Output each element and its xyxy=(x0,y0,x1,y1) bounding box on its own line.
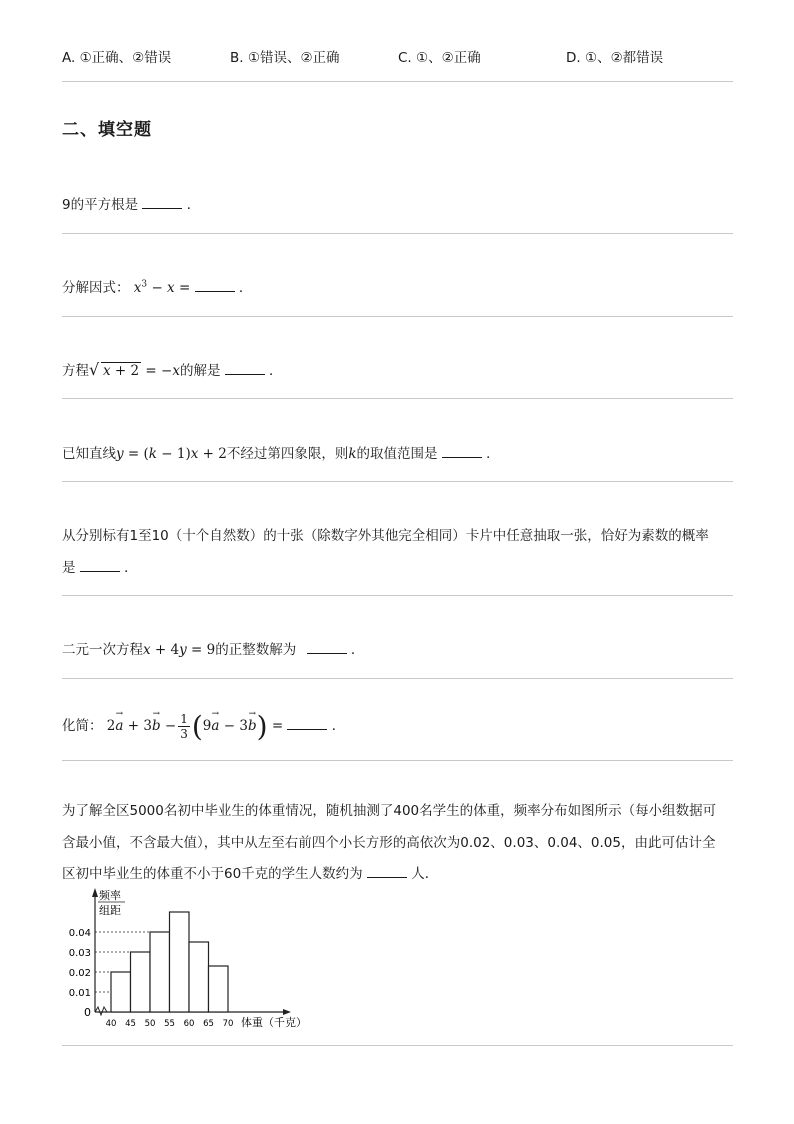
histogram-bar xyxy=(170,912,190,1012)
question-1 xyxy=(62,193,200,213)
y-axis-arrow xyxy=(92,888,98,897)
question-6-prefix: 二元一次方程 xyxy=(62,642,143,658)
question-4-end: ． xyxy=(486,446,500,462)
divider xyxy=(62,398,733,399)
divider xyxy=(62,233,733,234)
divider xyxy=(62,481,733,482)
x-tick-label: 50 xyxy=(144,1019,156,1029)
histogram-bar xyxy=(189,942,209,1012)
x-tick-label: 40 xyxy=(105,1019,117,1029)
y-axis-label-top: 频率 xyxy=(99,889,121,902)
question-8-text: 区初中毕业生的体重不小于60千克的学生人数约为 xyxy=(62,866,363,882)
question-4 xyxy=(62,442,500,462)
histogram-bar xyxy=(150,932,170,1012)
histogram-chart xyxy=(55,885,315,1035)
x-axis-label: 体重（千克） xyxy=(241,1016,307,1029)
question-6-mid: 的正整数解为 xyxy=(215,642,297,658)
x-tick-label: 45 xyxy=(125,1019,136,1029)
section-title: 二、填空题 xyxy=(62,120,152,140)
question-1-text: 9的平方根是 xyxy=(62,197,139,213)
answer-blank xyxy=(367,877,407,878)
chart-layer xyxy=(69,888,307,1029)
formula: $x^3 - x$ = xyxy=(133,279,191,296)
question-3-end: ． xyxy=(269,363,283,379)
divider xyxy=(62,1045,733,1046)
question-4-mid: 不经过第四象限，则 xyxy=(226,446,349,462)
x-axis-arrow xyxy=(283,1009,291,1015)
question-3-prefix: 方程 xyxy=(62,363,89,379)
question-8-unit: 人． xyxy=(411,866,439,882)
question-8-line-1: 为了解全区5000名初中毕业生的体重情况，随机抽测了400名学生的体重，频率分布如图所示（每小组数据可 xyxy=(62,803,717,819)
y-tick-label: 0.04 xyxy=(68,928,91,939)
x-tick-label: 60 xyxy=(183,1019,195,1029)
y-tick-label: 0 xyxy=(84,1006,91,1019)
question-7 xyxy=(62,710,345,743)
answer-blank xyxy=(80,571,120,572)
question-6-end: ． xyxy=(350,642,365,658)
divider xyxy=(62,81,733,82)
question-5-end: ． xyxy=(124,560,138,576)
question-6 xyxy=(62,638,364,658)
variable: k xyxy=(348,446,357,462)
axis-break xyxy=(95,1007,107,1015)
question-4-prefix: 已知直线 xyxy=(62,446,116,462)
answer-blank xyxy=(225,374,265,375)
y-axis-label-bottom: 组距 xyxy=(99,904,121,917)
divider xyxy=(62,678,733,679)
question-2 xyxy=(62,276,252,296)
x-tick-label: 55 xyxy=(164,1019,175,1029)
question-1-end: ． xyxy=(186,197,201,213)
divider xyxy=(62,760,733,761)
y-tick-label: 0.01 xyxy=(68,988,91,999)
question-2-end: ． xyxy=(238,280,253,296)
histogram-bar xyxy=(131,952,151,1012)
formula: √ x + 2 = −x xyxy=(89,360,180,379)
question-7-prefix: 化简： xyxy=(62,718,103,734)
formula: y = (k − 1)x + 2 xyxy=(116,446,227,462)
option-d: D. ①、②都错误 xyxy=(566,50,664,66)
question-5-line-1: 从分别标有1至10（十个自然数）的十张（除数字外其他完全相同）卡片中任意抽取一张，恰好为素数的概率 xyxy=(62,528,709,544)
answer-blank xyxy=(142,208,182,209)
question-4-suffix: 的取值范围是 xyxy=(356,446,438,462)
option-b: B. ①错误、②正确 xyxy=(230,50,340,66)
question-3-mid: 的解是 xyxy=(179,363,221,379)
question-2-prefix: 分解因式： xyxy=(62,280,130,296)
answer-blank xyxy=(442,457,482,458)
question-7-end: ． xyxy=(331,718,346,734)
question-3 xyxy=(62,359,283,379)
y-tick-label: 0.02 xyxy=(68,968,91,979)
answer-blank xyxy=(287,729,327,730)
histogram-bar xyxy=(209,966,229,1012)
question-5-line-2 xyxy=(62,556,138,576)
question-5-text: 是 xyxy=(62,560,76,576)
x-tick-label: 65 xyxy=(203,1019,214,1029)
formula: x + 4y = 9 xyxy=(143,642,216,658)
question-8-line-2: 含最小值，不含最大值），其中从左至右前四个小长方形的高依次为0.02、0.03、0.04、0.05，由此可估计全 xyxy=(62,834,716,851)
histogram-bar xyxy=(111,972,131,1012)
formula: 2a → + 3b → − $\frac{1}{3}$ (9a → − 3b → ) = xyxy=(106,709,284,743)
y-tick-label: 0.03 xyxy=(68,948,91,959)
question-8 xyxy=(62,796,734,891)
answer-blank xyxy=(195,291,235,292)
answer-blank xyxy=(307,653,347,654)
divider xyxy=(62,595,733,596)
option-c: C. ①、②正确 xyxy=(398,50,481,66)
option-a: A. ①正确、②错误 xyxy=(62,50,172,66)
divider xyxy=(62,316,733,317)
x-tick-label: 70 xyxy=(222,1019,234,1029)
